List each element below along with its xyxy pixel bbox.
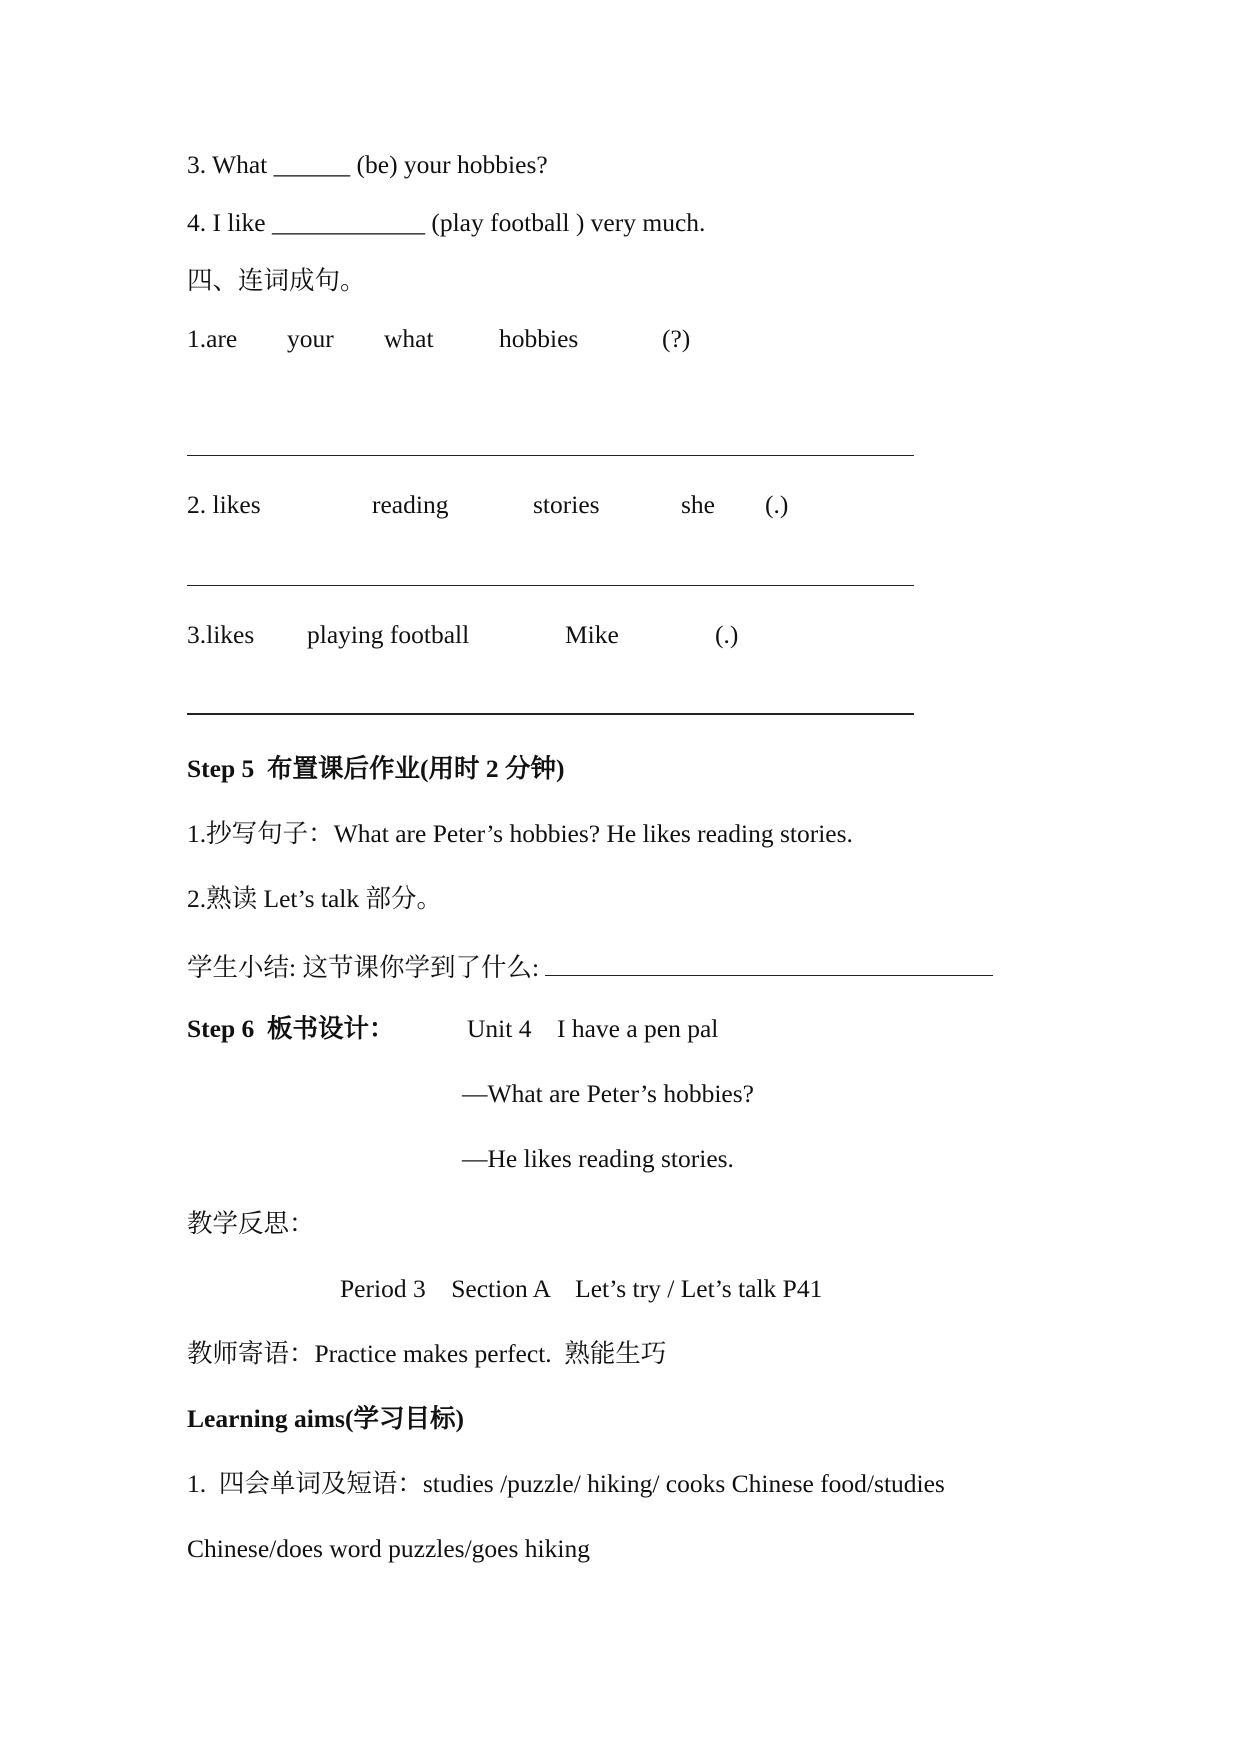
answer-line-1: [187, 455, 914, 456]
answer-line-3: [187, 713, 914, 715]
reorder-q1-punctuation: (?): [662, 324, 691, 353]
reorder-q2-word: reading: [372, 490, 449, 519]
section-4-title: 四、连词成句。: [187, 266, 366, 295]
reorder-question-3: [187, 618, 927, 652]
reorder-q2-word: stories: [533, 490, 600, 519]
reorder-q3-word: Mike: [565, 620, 619, 649]
fill-blank-question-4: 4. I like ____________ (play football ) very much.: [187, 208, 706, 237]
board-unit-title: Unit 4 I have a pen pal: [467, 1014, 719, 1043]
reorder-q1-word: hobbies: [499, 324, 579, 353]
reorder-q3-punctuation: (.): [715, 620, 739, 649]
step-6-title: Step 6 板书设计：: [187, 1014, 395, 1043]
fill-blank-question-3: 3. What ______ (be) your hobbies?: [187, 150, 548, 179]
reorder-q3-word: playing football: [307, 620, 470, 649]
reorder-q2-word: she: [681, 490, 715, 519]
period-heading: Period 3 Section A Let’s try / Let’s talk P41: [340, 1274, 823, 1303]
answer-line-2: [187, 585, 914, 586]
board-line-1: —What are Peter’s hobbies?: [462, 1079, 754, 1108]
student-summary-label: 学生小结: 这节课你学到了什么:: [187, 953, 540, 982]
learning-aims-title: Learning aims(学习目标): [187, 1404, 464, 1433]
learning-aims-item-1: 1. 四会单词及短语：studies /puzzle/ hiking/ cooks Chinese food/studies: [187, 1469, 945, 1498]
learning-aims-item-1-continued: Chinese/does word puzzles/goes hiking: [187, 1534, 590, 1563]
reorder-q1-number: 1.are: [187, 324, 238, 353]
student-summary: [187, 947, 1067, 985]
step-5-item-2: 2.熟读 Let’s talk 部分。: [187, 884, 442, 913]
reorder-question-2: [187, 488, 927, 522]
step-5-title: Step 5 布置课后作业(用时 2 分钟): [187, 754, 565, 783]
step-5-item-1: 1.抄写句子：What are Peter’s hobbies? He likes reading stories.: [187, 819, 853, 848]
teacher-message: 教师寄语：Practice makes perfect. 熟能生巧: [187, 1339, 667, 1368]
reorder-q1-word: what: [384, 324, 434, 353]
reorder-q2-punctuation: (.): [765, 490, 789, 519]
board-line-2: —He likes reading stories.: [462, 1144, 734, 1173]
reorder-question-1: [187, 322, 927, 356]
reorder-q2-number: 2. likes: [187, 490, 261, 519]
reorder-q3-number: 3.likes: [187, 620, 255, 649]
step-6-row: [187, 1012, 927, 1046]
reorder-q1-word: your: [287, 324, 334, 353]
student-summary-blank-line: [545, 947, 993, 976]
teaching-reflection-label: 教学反思：: [187, 1209, 315, 1238]
